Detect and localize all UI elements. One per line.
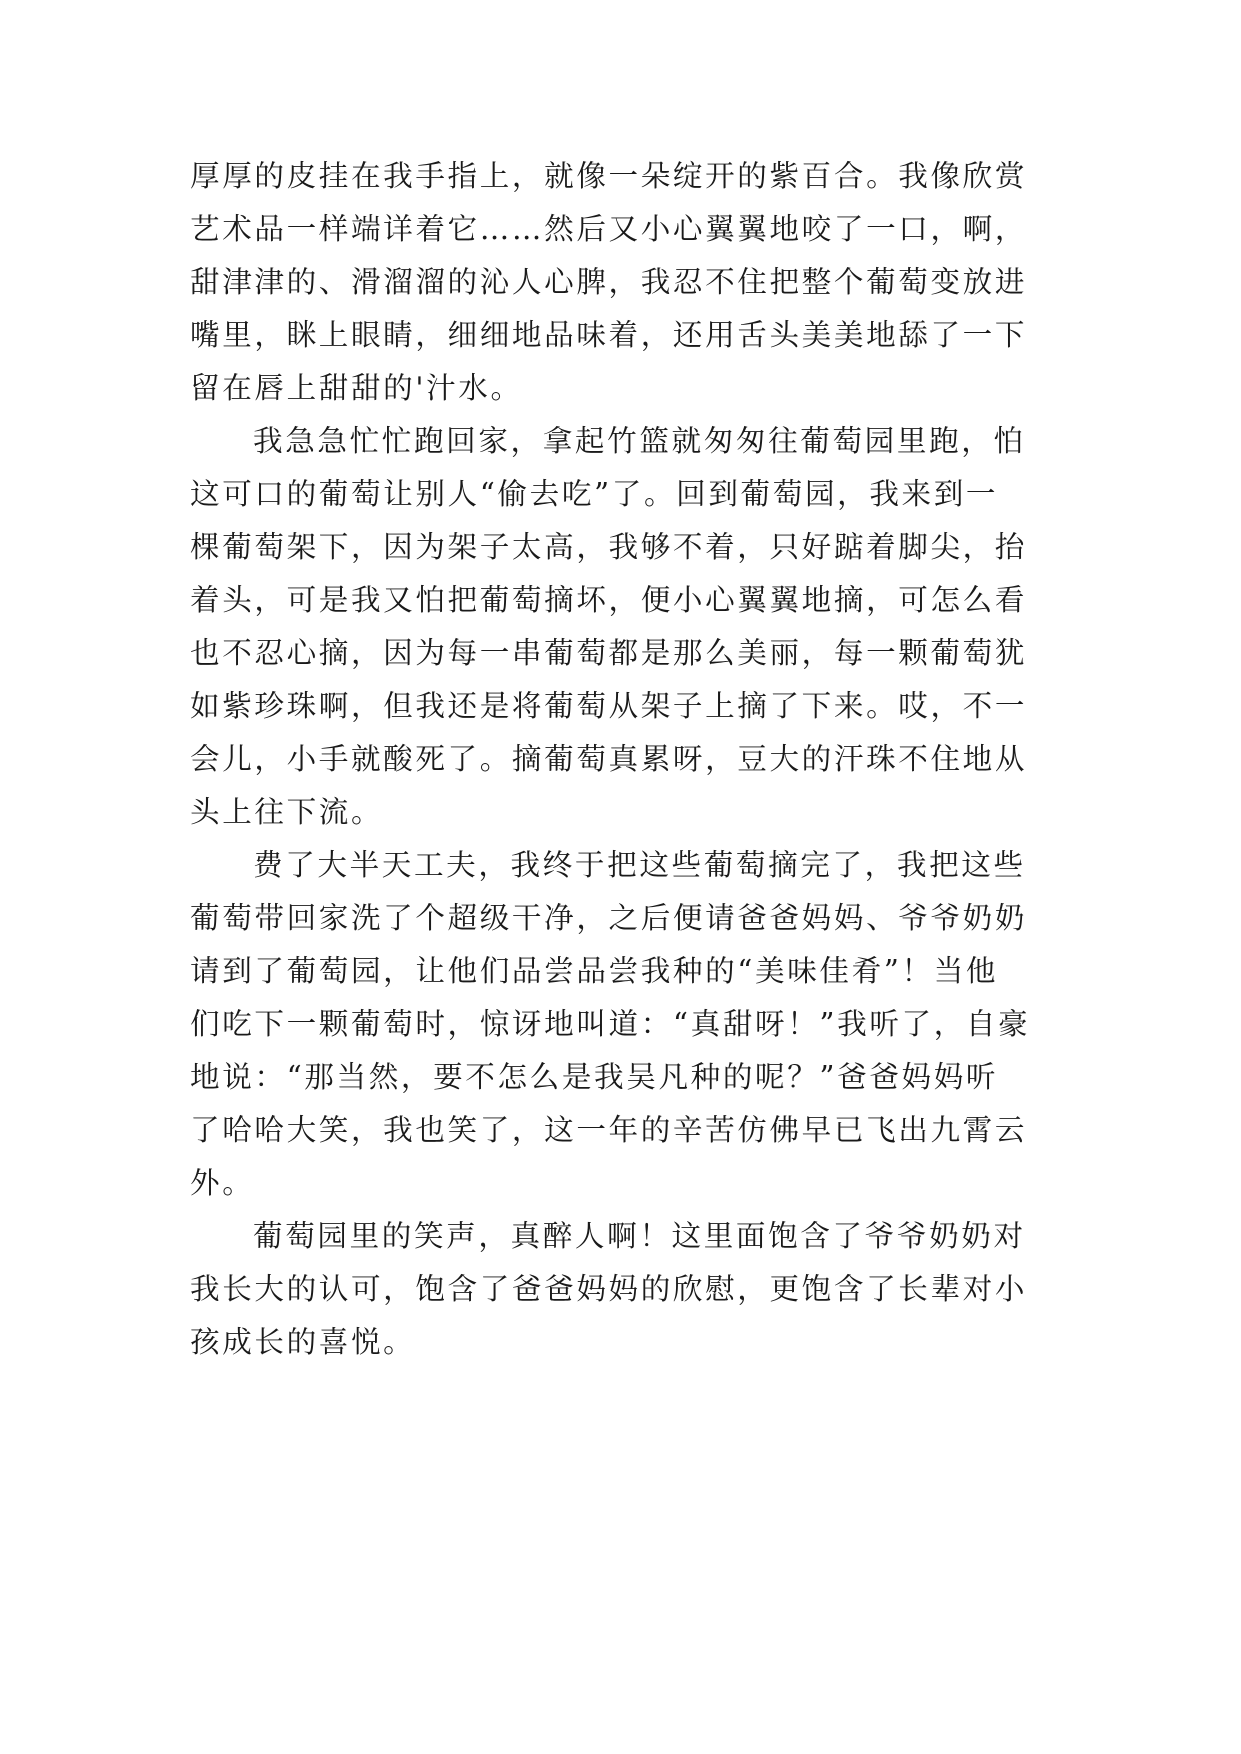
text-line: 艺术品一样端详着它……然后又小心翼翼地咬了一口，啊， <box>190 212 1028 246</box>
text-line: 我长大的认可，饱含了爸爸妈妈的欣慰，更饱含了长辈对小 <box>190 1272 1028 1306</box>
text-line: 会儿，小手就酸死了。摘葡萄真累呀，豆大的汗珠不住地从 <box>190 742 1028 776</box>
text-line: 了哈哈大笑，我也笑了，这一年的辛苦仿佛早已飞出九霄云 <box>190 1113 1028 1147</box>
text-line: 们吃下一颗葡萄时，惊讶地叫道：“真甜呀！”我听了，自豪 <box>190 1007 1031 1041</box>
text-line: 孩成长的喜悦。 <box>190 1325 416 1359</box>
paragraph-first-line: 葡萄园里的笑声，真醉人啊！这里面饱含了爷爷奶奶对 <box>253 1219 1026 1253</box>
text-line: 也不忍心摘，因为每一串葡萄都是那么美丽，每一颗葡萄犹 <box>190 636 1028 670</box>
text-line: 留在唇上甜甜的'汁水。 <box>190 371 523 405</box>
text-line: 如紫珍珠啊，但我还是将葡萄从架子上摘了下来。哎，不一 <box>190 689 1028 723</box>
text-line: 葡萄带回家洗了个超级干净，之后便请爸爸妈妈、爷爷奶奶 <box>190 901 1028 935</box>
paragraph-first-line: 我急急忙忙跑回家，拿起竹篮就匆匆往葡萄园里跑，怕 <box>253 424 1026 458</box>
text-line: 地说：“那当然，要不怎么是我吴凡种的呢？”爸爸妈妈听 <box>190 1060 999 1094</box>
paragraph-first-line: 费了大半天工夫，我终于把这些葡萄摘完了，我把这些 <box>253 848 1026 882</box>
text-line: 棵葡萄架下，因为架子太高，我够不着，只好踮着脚尖，抬 <box>190 530 1028 564</box>
text-line: 头上往下流。 <box>190 795 384 829</box>
text-line: 嘴里，眯上眼睛，细细地品味着，还用舌头美美地舔了一下 <box>190 318 1028 352</box>
text-line: 厚厚的皮挂在我手指上，就像一朵绽开的紫百合。我像欣赏 <box>190 159 1028 193</box>
text-line: 着头，可是我又怕把葡萄摘坏，便小心翼翼地摘，可怎么看 <box>190 583 1028 617</box>
text-line: 这可口的葡萄让别人“偷去吃”了。回到葡萄园，我来到一 <box>190 477 999 511</box>
text-line: 甜津津的、滑溜溜的沁人心脾，我忍不住把整个葡萄变放进 <box>190 265 1028 299</box>
text-line: 请到了葡萄园，让他们品尝品尝我种的“美味佳肴”！当他 <box>190 954 999 988</box>
text-line: 外。 <box>190 1166 255 1200</box>
